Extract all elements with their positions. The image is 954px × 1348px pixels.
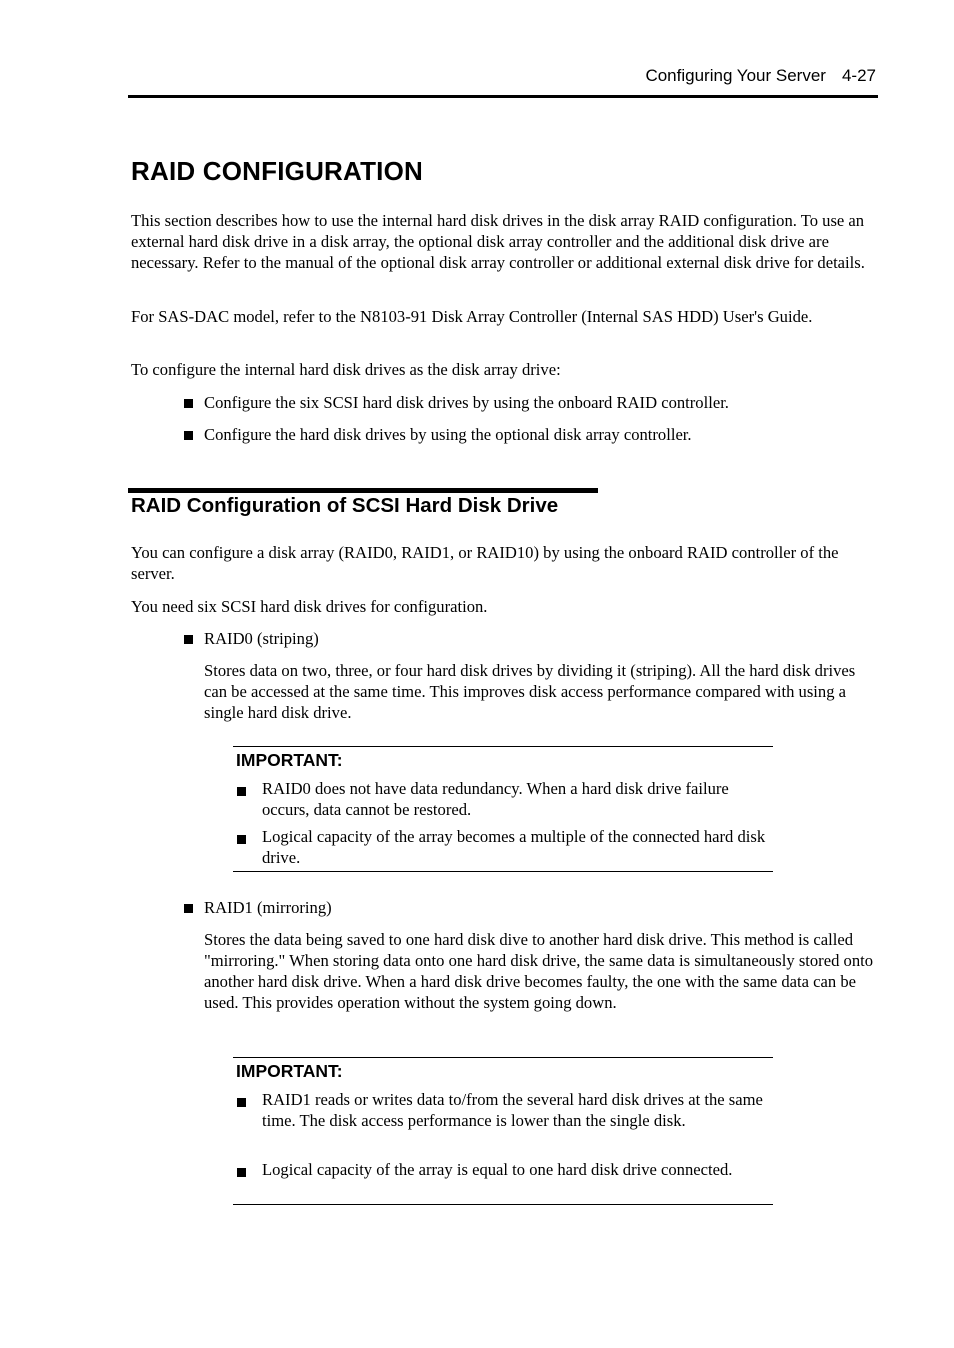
intro-paragraph-3: To configure the internal hard disk drives as the disk array drive: <box>131 360 561 379</box>
page-title: RAID CONFIGURATION <box>131 156 423 186</box>
raid0-important-item-2: Logical capacity of the array becomes a multiple of the connected hard disk drive. <box>262 827 766 867</box>
bullet-square-icon <box>237 835 246 844</box>
bullet-square-icon <box>237 787 246 796</box>
raid0-description: Stores data on two, three, or four hard disk drives by dividing it (striping). All the hard disk drives can be accessed at the same time. This improves disk access performance compared with using a single hard disk drive. <box>204 661 856 722</box>
section-heading: RAID Configuration of SCSI Hard Disk Drive <box>131 494 559 517</box>
bullet-square-icon <box>184 431 193 440</box>
header-rule <box>128 95 878 98</box>
raid1-important-item-1: RAID1 reads or writes data to/from the several hard disk drives at the same time. The disk access performance is lower than the single disk. <box>262 1090 763 1130</box>
intro-paragraph-1: This section describes how to use the internal hard disk drives in the disk array RAID configuration. To use an external hard disk drive in a disk array, the optional disk array controller and the additional disk drive are necessary. Refer to the manual of the optional disk array controller or additional external disk drive for details. <box>131 211 865 272</box>
section-paragraph-1: You can configure a disk array (RAID0, RAID1, or RAID10) by using the onboard RAID controller of the server. <box>131 543 839 583</box>
important-title: IMPORTANT: <box>236 1061 343 1081</box>
section-paragraph-2: You need six SCSI hard disk drives for configuration. <box>131 597 488 616</box>
raid0-important-box <box>233 746 773 872</box>
bullet-square-icon <box>237 1098 246 1107</box>
bullet-square-icon <box>184 904 193 913</box>
raid1-label: RAID1 (mirroring) <box>204 898 332 917</box>
page-header <box>600 66 876 86</box>
bullet-square-icon <box>237 1168 246 1177</box>
raid1-important-box <box>233 1057 773 1205</box>
intro-bullet-2: Configure the hard disk drives by using the optional disk array controller. <box>204 425 692 444</box>
page-number: 4-27 <box>841 66 876 85</box>
bullet-square-icon <box>184 399 193 408</box>
section-heading-rule <box>128 488 598 493</box>
important-title: IMPORTANT: <box>236 750 343 770</box>
intro-paragraph-2: For SAS-DAC model, refer to the N8103-91 Disk Array Controller (Internal SAS HDD) User's Guide. <box>131 307 813 326</box>
bullet-square-icon <box>184 635 193 644</box>
raid1-important-item-2: Logical capacity of the array is equal to one hard disk drive connected. <box>262 1160 733 1179</box>
raid0-important-item-1: RAID0 does not have data redundancy. When a hard disk drive failure occurs, data cannot be restored. <box>262 779 729 819</box>
raid1-description: Stores the data being saved to one hard disk dive to another hard disk drive. This method is called "mirroring." When storing data onto one hard disk drive, the same data is simultaneously stored onto another hard disk drive. When a hard disk drive becomes faulty, the one with the same data can be used. This provides operation without the system going down. <box>204 930 874 1012</box>
intro-bullet-1: Configure the six SCSI hard disk drives by using the onboard RAID controller. <box>204 393 729 412</box>
header-section-title: Configuring Your Server <box>645 66 826 85</box>
raid0-label: RAID0 (striping) <box>204 629 319 648</box>
